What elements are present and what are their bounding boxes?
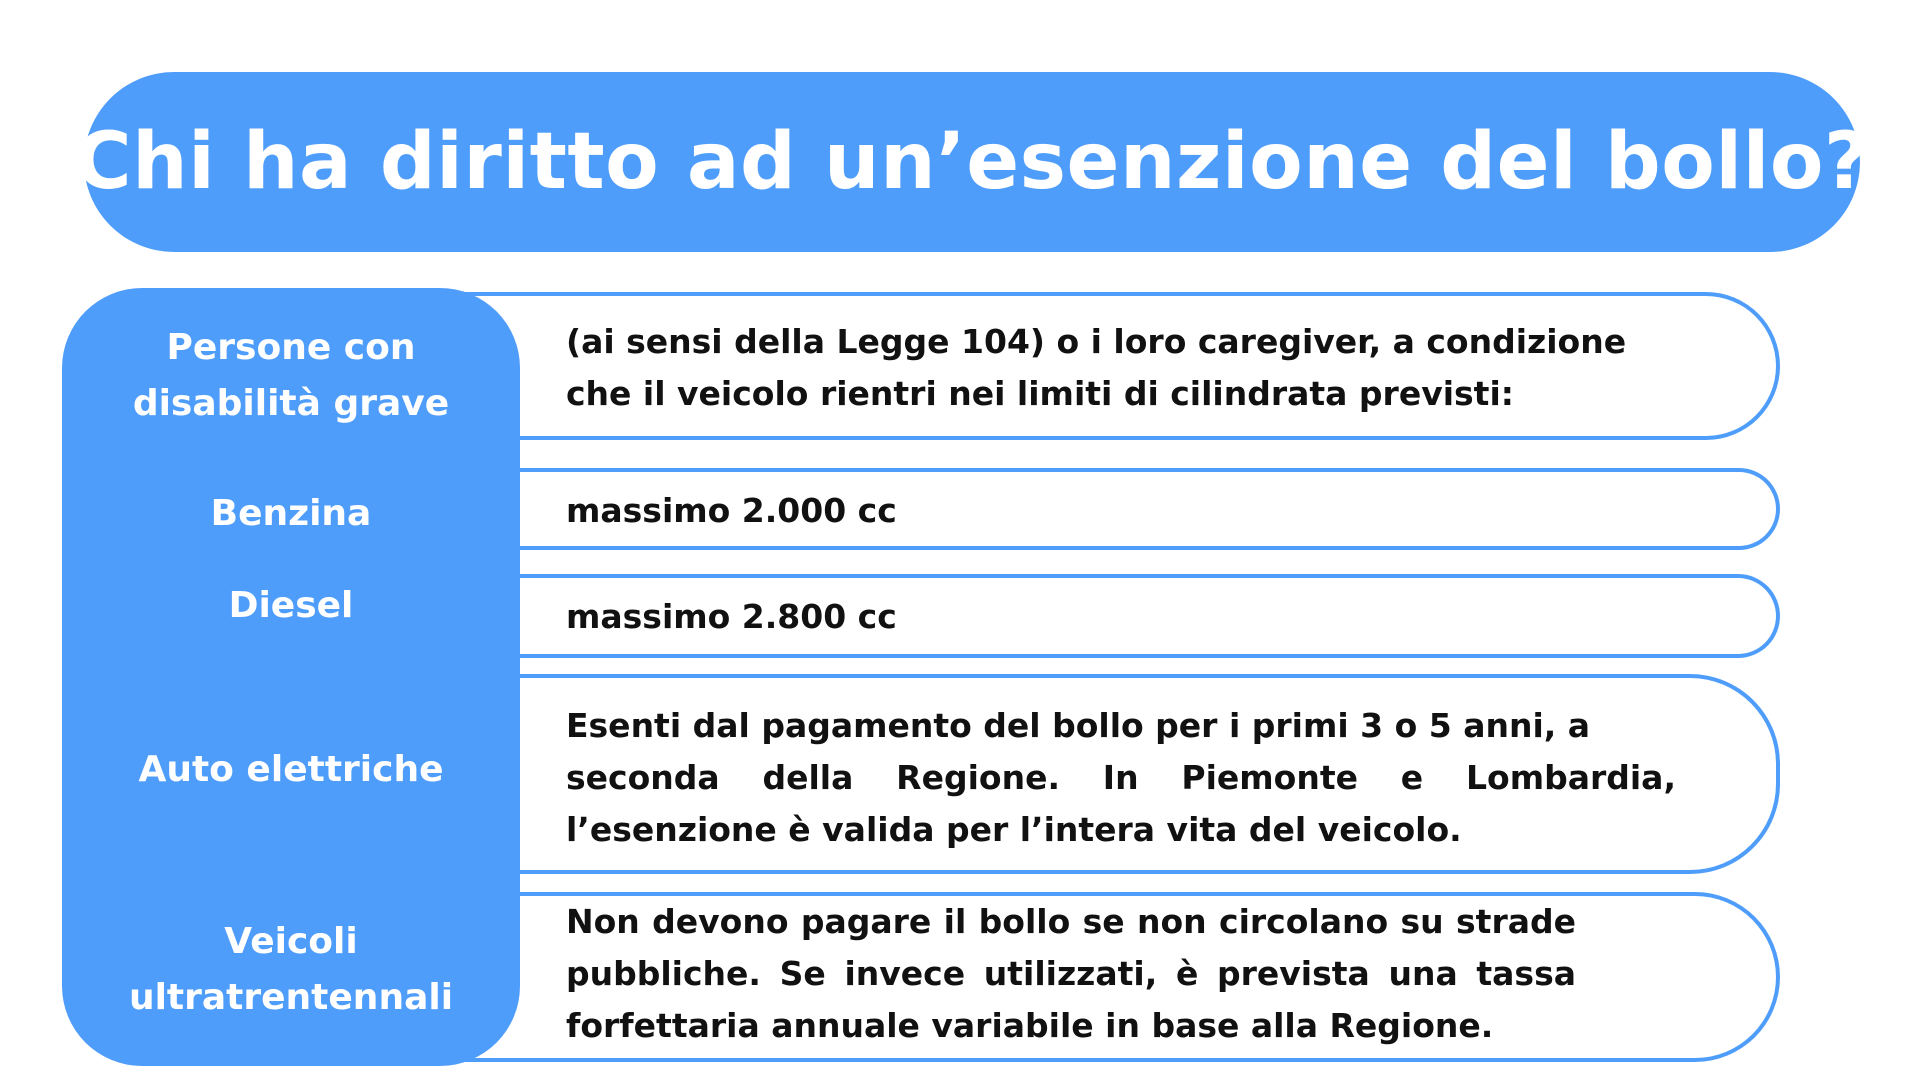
description-line: massimo 2.800 cc: [566, 597, 897, 636]
description-row-elettriche: [450, 674, 1780, 874]
description-text: [566, 316, 1626, 420]
description-row-disabilita: [450, 292, 1780, 440]
description-text: [566, 485, 897, 537]
description-line: (ai sensi della Legge 104) o i loro caregiver, a condizione: [566, 322, 1627, 361]
category-label-line: disabilità grave: [132, 383, 450, 424]
description-row-benzina: [450, 468, 1780, 550]
category-label-line: Persone con: [166, 327, 416, 368]
category-label-line: ultratrentennali: [128, 977, 454, 1018]
category-label-benzina: [62, 486, 520, 542]
description-row-diesel: [450, 574, 1780, 658]
title-banner: [74, 72, 1870, 252]
description-row-ultratrentennali: [450, 892, 1780, 1062]
category-label-diesel: [62, 578, 520, 634]
page-title: Chi ha diritto ad un’esenzione del bollo?: [74, 117, 1870, 207]
category-panel: [62, 288, 520, 1066]
description-line: seconda della Regione. In Piemonte e Lombardia,: [566, 758, 1676, 797]
category-label-line: Diesel: [228, 585, 354, 626]
description-text: [566, 700, 1676, 856]
description-line: massimo 2.000 cc: [566, 491, 897, 530]
description-line: che il veicolo rientri nei limiti di cilindrata previsti:: [566, 374, 1514, 413]
description-text: [566, 591, 897, 643]
category-label-line: Auto elettriche: [138, 749, 444, 790]
description-line: forfettaria annuale variabile in base alla Regione.: [566, 1006, 1494, 1045]
description-line: pubbliche. Se invece utilizzati, è prevista una tassa: [566, 954, 1576, 993]
category-label-ultratrentennali: [62, 914, 520, 1026]
category-label-disabilita: [62, 320, 520, 432]
description-line: l’esenzione è valida per l’intera vita del veicolo.: [566, 810, 1462, 849]
category-label-elettriche: [62, 742, 520, 798]
description-line: Non devono pagare il bollo se non circolano su strade: [566, 902, 1576, 941]
category-label-line: Benzina: [210, 493, 372, 534]
category-label-line: Veicoli: [224, 921, 358, 962]
description-line: Esenti dal pagamento del bollo per i primi 3 o 5 anni, a: [566, 706, 1591, 745]
description-text: [566, 896, 1576, 1052]
